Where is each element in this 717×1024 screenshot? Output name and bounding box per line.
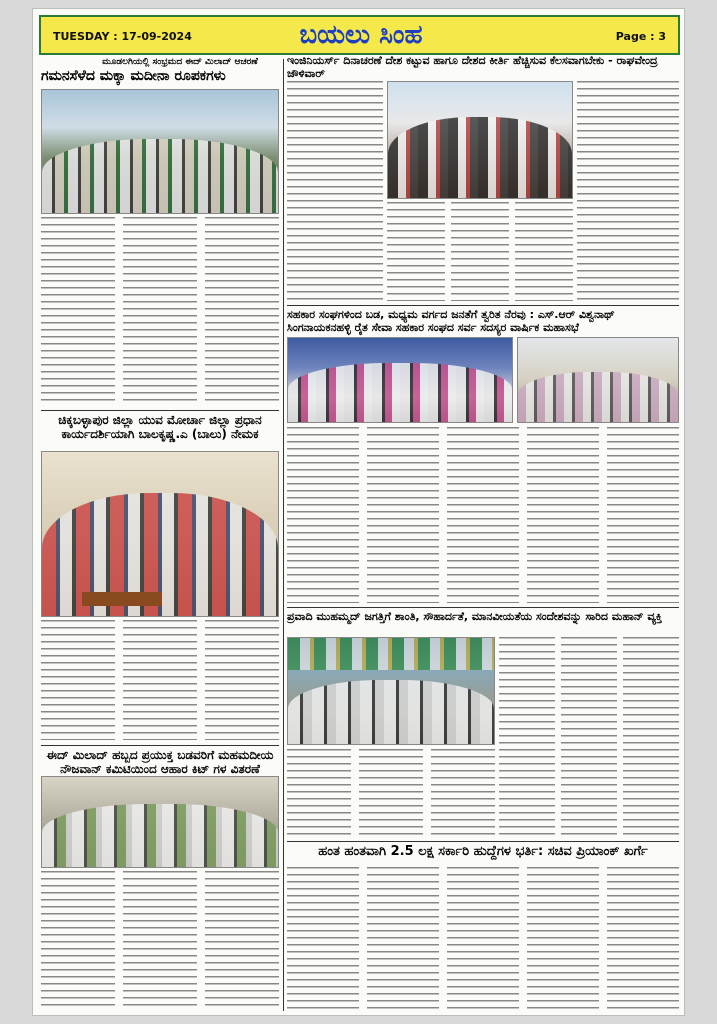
article-headline: ಹಂತ ಹಂತವಾಗಿ 2.5 ಲಕ್ಷ ಸರ್ಕಾರಿ ಹುದ್ದೆಗಳ ಭರ್ತಿ: ಸಚಿವ ಪ್ರಿಯಾಂಕ್ ಖರ್ಗೆ bbox=[318, 844, 648, 859]
divider bbox=[41, 410, 279, 411]
article-headline: ಈದ್ ಮಿಲಾದ್ ಹಬ್ಬದ ಪ್ರಯುಕ್ತ ಬಡವರಿಗೆ ಮಹಮದೀಯ ನೌಜವಾನ್ ಕಮಿಟಿಯಿಂದ ಆಹಾರ ಕಿಟ್ ಗಳ ವಿತರಣೆ bbox=[46, 748, 274, 776]
article-photo bbox=[41, 89, 279, 214]
article-body bbox=[577, 81, 679, 301]
masthead bbox=[39, 15, 680, 55]
flags-bunting bbox=[288, 638, 494, 670]
article-photo bbox=[387, 81, 573, 199]
article-body bbox=[287, 81, 383, 301]
newspaper-title: ಬಯಲು ಸಿಂಹ bbox=[299, 20, 423, 50]
article-photo bbox=[41, 451, 279, 617]
column-divider bbox=[283, 59, 284, 1011]
divider bbox=[287, 841, 679, 842]
article-body bbox=[287, 867, 679, 1011]
issue-date: TUESDAY : 17-09-2024 bbox=[53, 30, 192, 43]
divider bbox=[41, 745, 279, 746]
article-headline: ಪ್ರವಾದಿ ಮುಹಮ್ಮದ್ ಜಗತ್ತಿಗೆ ಶಾಂತಿ, ಸೌಹಾರ್ದತೆ, ಮಾನವೀಯತೆಯ ಸಂದೇಶವನ್ನು ಸಾರಿದ ಮಹಾನ್ ವ್ಯಕ್ತಿ bbox=[287, 610, 663, 623]
article-headline: ಇಂಜಿನಿಯರ್ಸ್ ದಿನಾಚರಣೆ ದೇಶ ಕಟ್ಟುವ ಹಾಗೂ ದೇಶದ ಕೀರ್ತಿ ಹೆಚ್ಚಿಸುವ ಕೆಲಸವಾಗಬೇಕು - ರಾಘವೇಂದ್ರ ಜೌಳಿವಾರ್ bbox=[287, 54, 658, 80]
article-body bbox=[387, 202, 573, 301]
article-body bbox=[287, 749, 495, 837]
article-photo bbox=[517, 337, 679, 423]
divider bbox=[287, 607, 679, 608]
article-photo bbox=[287, 337, 513, 423]
article-kicker: ಮೂಡಲಗಿಯಲ್ಲಿ ಸಂಭ್ರಮದ ಈದ್ ಮಿಲಾದ್ ಆಚರಣೆ bbox=[102, 57, 258, 67]
article-body bbox=[499, 637, 679, 837]
article-headline: ಚಿಕ್ಕಬಳ್ಳಾಪುರ ಜಿಲ್ಲಾ ಯುವ ಮೋರ್ಚಾ ಜಿಲ್ಲಾ ಪ್ರಧಾನ ಕಾರ್ಯದರ್ಶಿಯಾಗಿ ಬಾಲಕೃಷ್ಣ.ಎ (ಬಾಲು) ನೇಮಕ bbox=[58, 413, 262, 441]
article-photo bbox=[287, 637, 495, 745]
article-headline: ಸಹಕಾರ ಸಂಘಗಳಿಂದ ಬಡ, ಮಧ್ಯಮ ವರ್ಗದ ಜನತೆಗೆ ತ್ವರಿತ ನೆರವು : ಎಸ್.ಆರ್ ವಿಶ್ವನಾಥ್ ಸಿಂಗನಾಯಕನಹಳ್ಳಿ ರೈತ ಸೇವಾ ಸಹಕಾರ ಸಂಘದ ಸರ್ವ ಸದಸ್ಯರ ವಾರ್ಷಿಕ ಮಹಾಸಭೆ bbox=[287, 308, 615, 334]
table-prop bbox=[82, 592, 162, 606]
article-body bbox=[287, 427, 679, 603]
newspaper-page bbox=[32, 8, 685, 1016]
article-headline: ಗಮನಸೆಳೆದ ಮಕ್ಕಾ ಮದೀನಾ ರೂಪಕಗಳು bbox=[41, 68, 226, 84]
article-body bbox=[41, 217, 279, 405]
article-body bbox=[41, 871, 279, 1011]
divider bbox=[287, 305, 679, 306]
page-number: Page : 3 bbox=[615, 30, 666, 43]
article-photo bbox=[41, 776, 279, 868]
article-body bbox=[41, 620, 279, 740]
